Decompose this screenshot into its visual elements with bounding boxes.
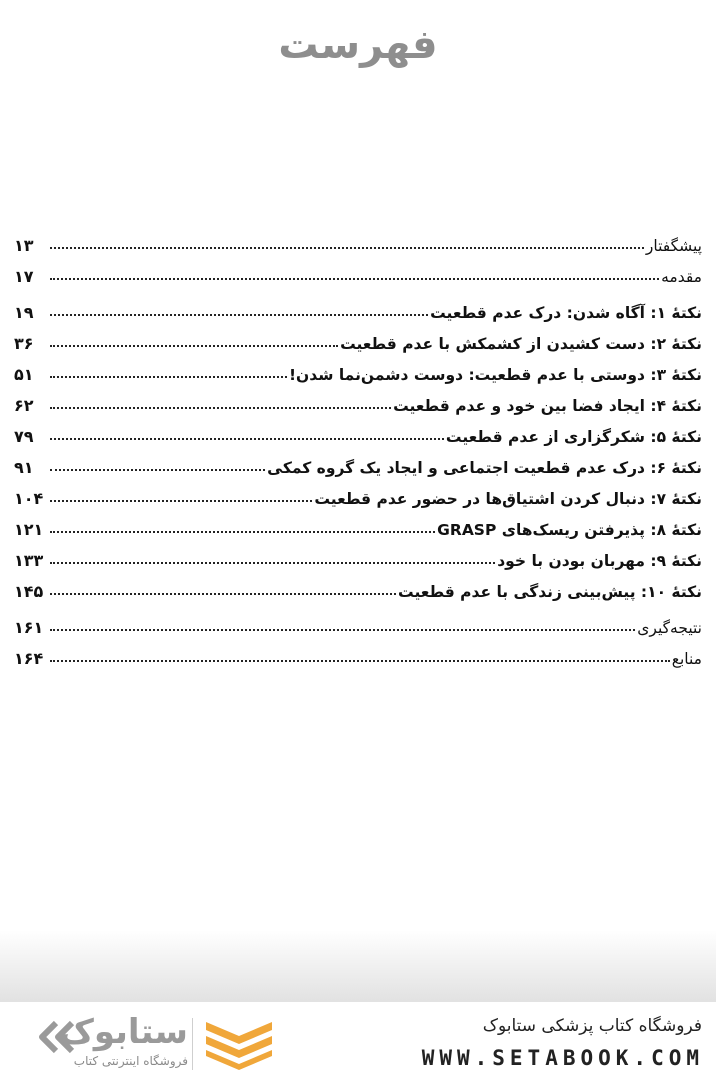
toc-entry-title: مقدمه (661, 268, 702, 286)
toc-entry-title: پیشگفتار (645, 237, 702, 255)
toc-row[interactable] (14, 224, 702, 255)
toc-row[interactable] (14, 637, 702, 668)
toc-page-number: ۹۱ (14, 458, 34, 477)
page-title: فهرست (278, 22, 438, 68)
footer (0, 1002, 716, 1080)
toc-row[interactable] (14, 606, 702, 637)
toc-page-number: ۱۰۴ (14, 489, 44, 508)
toc-page-number: ۱۳۳ (14, 551, 44, 570)
toc-entry-title: نکتهٔ ۹: مهربان بودن با خود (497, 552, 702, 570)
toc-page-number: ۱۹ (14, 303, 34, 322)
toc-row[interactable] (14, 255, 702, 286)
toc-page-number: ۶۲ (14, 396, 34, 415)
store-url[interactable]: WWW.SETABOOK.COM (421, 1046, 704, 1070)
toc-dot-leader (50, 531, 435, 533)
toc-row[interactable] (14, 446, 702, 477)
toc-dot-leader (50, 247, 644, 249)
footer-shadow (0, 930, 716, 1004)
logo-divider (192, 1018, 193, 1070)
toc-dot-leader (50, 407, 391, 409)
toc-dot-leader (50, 376, 287, 378)
toc-page-number: ۵۱ (14, 365, 34, 384)
toc-dot-leader (50, 562, 495, 564)
toc-entry-title: نکتهٔ ۱: آگاه شدن: درک عدم قطعیت (430, 304, 702, 322)
toc-entry-title: نکتهٔ ۲: دست کشیدن از کشمکش با عدم قطعیت (340, 335, 702, 353)
toc-page-number: ۱۲۱ (14, 520, 44, 539)
toc-entry-title: نکتهٔ ۸: پذیرفتن ریسک‌های GRASP (437, 521, 702, 539)
toc-row[interactable] (14, 415, 702, 446)
toc-dot-leader (50, 345, 338, 347)
toc-page-number: ۷۹ (14, 427, 34, 446)
toc-page-number: ۱۶۴ (14, 649, 44, 668)
toc-entry-title: منابع (671, 650, 702, 668)
toc-row[interactable] (14, 477, 702, 508)
toc-dot-leader (50, 660, 670, 662)
toc-entry-title: نکتهٔ ۳: دوستی با عدم قطعیت: دوست دشمن‌نما شدن! (288, 366, 702, 384)
toc-row[interactable] (14, 570, 702, 601)
toc-row[interactable] (14, 384, 702, 415)
table-of-contents (14, 224, 702, 668)
toc-dot-leader (50, 593, 396, 595)
toc-entry-title: نکتهٔ ۷: دنبال کردن اشتیاق‌ها در حضور عدم قطعیت (314, 490, 702, 508)
toc-page-number: ۱۳ (14, 236, 34, 255)
store-name: فروشگاه کتاب پزشکی ستابوک (482, 1016, 702, 1036)
toc-dot-leader (50, 469, 265, 471)
toc-entry-title: نکتهٔ ۱۰: پیش‌بینی زندگی با عدم قطعیت (398, 583, 702, 601)
toc-entry-title: نکتهٔ ۵: شکرگزاری از عدم قطعیت (445, 428, 702, 446)
toc-page-number: ۱۴۵ (14, 582, 44, 601)
book-stack-logo-icon (202, 1016, 276, 1070)
toc-entry-title: نکتهٔ ۴: ایجاد فضا بین خود و عدم قطعیت (393, 397, 702, 415)
toc-page-number: ۱۶۱ (14, 618, 44, 637)
toc-row[interactable] (14, 353, 702, 384)
toc-row[interactable] (14, 291, 702, 322)
toc-dot-leader (50, 500, 312, 502)
toc-dot-leader (50, 438, 444, 440)
logo-text: ستابوک (59, 1012, 188, 1052)
toc-page-number: ۱۷ (14, 267, 34, 286)
toc-dot-leader (50, 278, 659, 280)
toc-dot-leader (50, 314, 428, 316)
toc-row[interactable] (14, 539, 702, 570)
toc-dot-leader (50, 629, 635, 631)
toc-row[interactable] (14, 508, 702, 539)
toc-row[interactable] (14, 322, 702, 353)
toc-entry-title: نتیجه‌گیری (637, 619, 702, 637)
logo-tagline: فروشگاه اینترنتی کتاب (73, 1054, 188, 1068)
toc-page-number: ۳۶ (14, 334, 34, 353)
toc-entry-title: نکتهٔ ۶: درک عدم قطعیت اجتماعی و ایجاد یک گروه کمکی (267, 459, 702, 477)
